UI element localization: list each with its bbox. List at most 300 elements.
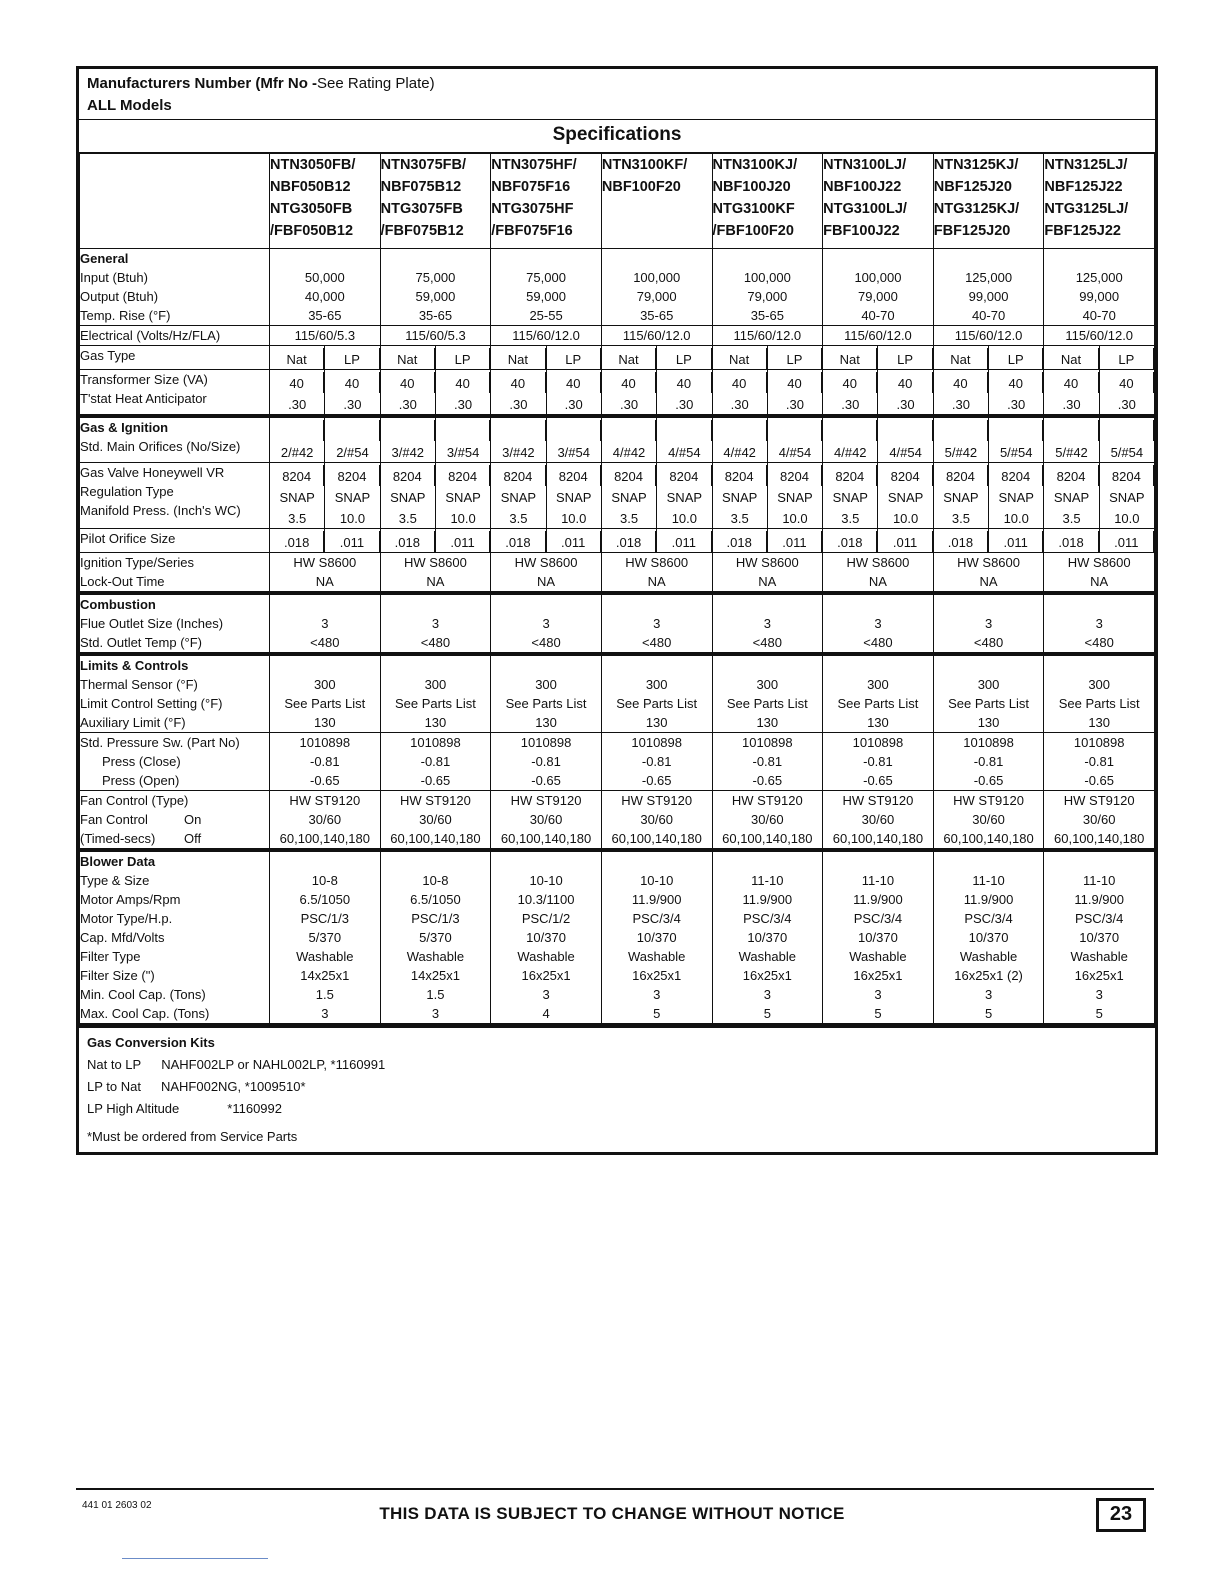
pair-cell	[270, 529, 381, 553]
value-cell	[601, 791, 712, 851]
value-cell	[823, 593, 934, 654]
value-cell	[380, 850, 491, 1024]
value-cell	[712, 553, 823, 594]
cell-value: .011	[436, 531, 490, 552]
value-cell	[712, 654, 823, 733]
cell-value: 125,000	[965, 270, 1013, 285]
cell-value: Nat	[713, 348, 767, 369]
label-text: Press (Open)	[102, 773, 180, 788]
cell-value: -0.65	[420, 773, 451, 788]
cell-value: 75,000	[415, 270, 456, 285]
value-cell	[1044, 593, 1155, 654]
cell-value: 10.0	[892, 511, 919, 526]
cell-value: .30	[1062, 397, 1081, 412]
value-cell	[823, 791, 934, 851]
cell-value: 4/#54	[668, 445, 701, 460]
nat-value	[1044, 529, 1099, 552]
change-notice: THIS DATA IS SUBJECT TO CHANGE WITHOUT NOTICE	[379, 1504, 845, 1523]
cell-value: 40	[1100, 372, 1154, 393]
cell-value: LP	[878, 348, 932, 369]
label-text: Gas Valve Honeywell VR	[80, 465, 225, 480]
cell-value: -0.65	[752, 773, 783, 788]
label-text: Std. Pressure Sw. (Part No)	[80, 735, 240, 750]
nat-value	[713, 370, 768, 414]
cell-value	[989, 420, 1043, 441]
value-cell	[380, 654, 491, 733]
value-cell	[270, 326, 381, 346]
cell-value	[602, 595, 712, 614]
cell-value: 300	[424, 677, 447, 692]
cell-value: Nat	[1044, 348, 1098, 369]
nat-lp-pair	[602, 529, 712, 552]
page-number: 23	[1096, 1498, 1146, 1532]
model-number: NBF125J22	[1044, 179, 1123, 195]
cell-value: 60,100,140,180	[722, 831, 813, 846]
cell-value: 1010898	[631, 735, 682, 750]
cell-value: 10.0	[782, 511, 808, 526]
section-gas-ignition: Gas & Ignition	[80, 420, 169, 435]
cell-value: SNAP	[777, 490, 813, 505]
general-row	[80, 249, 1155, 326]
section-combustion: Combustion	[80, 597, 156, 612]
cell-value: See Parts List	[726, 696, 808, 711]
cell-value: 3	[653, 616, 661, 631]
cell-value: HW ST9120	[1063, 793, 1135, 808]
cell-value: -0.81	[531, 754, 561, 769]
mfr-number-note: See Rating Plate)	[317, 75, 435, 92]
label-text: Min. Cool Cap. (Tons)	[80, 987, 206, 1002]
model-number: NBF100J22	[823, 179, 902, 195]
nat-value	[1044, 346, 1099, 369]
value-cell	[823, 654, 934, 733]
cell-value: .018	[934, 531, 988, 552]
nat-lp-pair	[1044, 463, 1154, 528]
cell-value: 1010898	[963, 735, 1014, 750]
value-cell	[491, 249, 602, 326]
cell-value: 99,000	[968, 289, 1009, 304]
cell-value: 10.0	[671, 511, 697, 526]
cell-value	[713, 656, 823, 675]
nat-lp-pair	[381, 370, 491, 414]
cell-value: 5/#54	[1110, 445, 1144, 460]
nat-value	[602, 346, 657, 369]
nat-lp-pair	[270, 370, 380, 414]
cell-value: Washable	[628, 949, 686, 964]
value-cell	[823, 850, 934, 1024]
nat-lp-pair	[491, 346, 601, 369]
lp-value	[989, 529, 1043, 552]
cell-value: 10-8	[422, 873, 449, 888]
cell-value: 2/#54	[336, 445, 369, 460]
cell-value: 8204	[657, 465, 711, 486]
cell-value: See Parts List	[1058, 696, 1140, 711]
cell-value: SNAP	[887, 490, 924, 505]
lp-to-nat-value: NAHF002NG, *1009510*	[160, 1079, 306, 1094]
value-cell	[933, 850, 1044, 1024]
label-text: Thermal Sensor (°F)	[80, 677, 198, 692]
value-cell	[601, 733, 712, 791]
nat-lp-pair	[713, 418, 823, 462]
pair-cell	[601, 529, 712, 553]
cell-value: 30/60	[972, 812, 1005, 827]
cell-value: <480	[310, 635, 340, 650]
cell-value: HW ST9120	[289, 793, 361, 808]
cell-value: 16x25x1	[742, 968, 792, 983]
cell-value: .30	[454, 397, 473, 412]
lp-high-altitude-value: *1160992	[227, 1101, 282, 1116]
value-cell	[823, 326, 934, 346]
cell-value: PSC/3/4	[1074, 911, 1124, 926]
link-underline	[122, 1558, 268, 1559]
cell-value: .018	[713, 531, 767, 552]
cell-value: PSC/3/4	[853, 911, 903, 926]
lp-value	[878, 463, 932, 528]
pair-cell	[1044, 370, 1155, 417]
cell-value: .011	[1100, 531, 1154, 552]
lp-value	[436, 463, 490, 528]
value-cell	[823, 249, 934, 326]
nat-lp-pair	[270, 529, 380, 552]
cell-value: HW S8600	[514, 555, 578, 570]
cell-value	[1044, 852, 1154, 871]
cell-value: 10.3/1100	[517, 892, 575, 907]
value-cell	[823, 733, 934, 791]
value-cell	[601, 249, 712, 326]
cell-value: 115/60/12.0	[512, 328, 580, 343]
cell-value: 130	[867, 715, 889, 730]
nat-value	[602, 463, 657, 528]
document-number: 441 01 2603 02	[82, 1500, 152, 1511]
value-cell	[380, 593, 491, 654]
model-number: FBF125J20	[933, 223, 1011, 239]
cell-value: SNAP	[390, 490, 426, 505]
cell-value: 60,100,140,180	[832, 831, 924, 846]
cell-value: Washable	[959, 949, 1018, 964]
cell-value: 40	[547, 372, 601, 393]
pair-cell	[1044, 463, 1155, 529]
cell-value: 11-10	[861, 873, 895, 888]
nat-value	[1044, 370, 1099, 414]
cell-value: LP	[436, 348, 490, 369]
cell-value: 35-65	[418, 308, 453, 323]
cell-value: 130	[756, 715, 779, 730]
cell-value: SNAP	[445, 490, 481, 505]
lp-value	[657, 370, 711, 414]
model-cell	[380, 154, 491, 249]
label-text: Motor Type/H.p.	[80, 911, 173, 926]
cell-value	[1044, 595, 1154, 614]
section-general: General	[80, 251, 129, 266]
cell-value: -0.65	[973, 773, 1004, 788]
cell-value	[934, 852, 1044, 871]
pair-cell	[823, 370, 934, 417]
cell-value: 10/370	[747, 930, 788, 945]
cell-value: 300	[977, 677, 1000, 692]
nat-lp-pair	[713, 346, 823, 369]
cell-value	[547, 420, 601, 441]
nat-value	[1044, 418, 1099, 462]
cell-value	[934, 595, 1044, 614]
cell-value: Washable	[849, 949, 907, 964]
cell-value: 30/60	[861, 812, 895, 827]
cell-value: 10.0	[1114, 511, 1140, 526]
lp-value	[547, 370, 601, 414]
nat-value	[823, 529, 878, 552]
nat-lp-pair	[934, 418, 1044, 462]
cell-value	[1044, 656, 1154, 675]
cell-value: 3/#54	[557, 445, 590, 460]
row-label	[80, 529, 270, 553]
cell-value: -0.81	[1084, 754, 1114, 769]
service-parts-note: *Must be ordered from Service Parts	[87, 1129, 298, 1144]
cell-value: .30	[288, 397, 307, 412]
nat-lp-pair	[381, 418, 491, 462]
cell-value: 5/#54	[999, 445, 1033, 460]
cell-value: 10/370	[636, 930, 677, 945]
value-cell	[933, 249, 1044, 326]
cell-value: .30	[564, 397, 583, 412]
cell-value: -0.81	[863, 754, 893, 769]
cell-value: 1.5	[315, 987, 334, 1002]
model-number: NTG3075HF	[491, 201, 574, 217]
lp-value	[325, 346, 379, 369]
cell-value: 3.5	[951, 511, 970, 526]
cell-value: SNAP	[334, 490, 371, 505]
value-cell	[270, 249, 381, 326]
label-text: Gas Type	[80, 348, 136, 363]
pair-cell	[491, 416, 602, 463]
lp-value	[657, 346, 711, 369]
cell-value: 5	[653, 1006, 661, 1021]
cell-value: 130	[645, 715, 668, 730]
nat-value	[491, 418, 546, 462]
lp-value	[878, 529, 932, 552]
cell-value: 5/370	[308, 930, 342, 945]
cell-value: 16x25x1	[1074, 968, 1124, 983]
cell-value: 3	[874, 616, 882, 631]
model-row	[80, 154, 1155, 249]
row-label	[80, 553, 270, 594]
cell-value: 11-10	[1083, 873, 1116, 888]
nat-to-lp-value: NAHF002LP or NAHL002LP, *1160991	[161, 1057, 386, 1072]
cell-value: .011	[547, 531, 601, 552]
cell-value: .30	[841, 397, 860, 412]
nat-value	[713, 346, 768, 369]
cell-value: 79,000	[747, 289, 788, 304]
cell-value: 40-70	[1082, 308, 1116, 323]
cell-value: <480	[863, 635, 893, 650]
value-cell	[712, 326, 823, 346]
value-cell	[1044, 791, 1155, 851]
lp-value	[1100, 529, 1154, 552]
cell-value: 6.5/1050	[299, 892, 351, 907]
label-text: Electrical (Volts/Hz/FLA)	[80, 328, 221, 343]
nat-value	[491, 529, 546, 552]
pair-cell	[270, 463, 381, 529]
lp-value	[768, 529, 822, 552]
cell-value	[381, 595, 491, 614]
model-number: NTN3050FB/	[270, 157, 356, 173]
pair-cell	[601, 463, 712, 529]
mfr-number-label: Manufacturers Number (Mfr No -	[87, 75, 318, 92]
nat-value	[602, 370, 657, 414]
cell-value: NA	[868, 574, 887, 589]
nat-value	[823, 418, 878, 462]
pair-cell	[380, 370, 491, 417]
cell-value: HW ST9120	[400, 793, 471, 808]
cell-value: 40	[381, 372, 435, 393]
value-cell	[1044, 654, 1155, 733]
cell-value: 10-10	[529, 873, 563, 888]
cell-value: NA	[647, 574, 666, 589]
pair-cell	[1044, 529, 1155, 553]
cell-value	[602, 852, 712, 871]
cell-value	[381, 852, 491, 871]
cell-value: -0.65	[309, 773, 340, 788]
pair-cell	[270, 346, 381, 370]
cell-value: -0.81	[752, 754, 783, 769]
cell-value: NA	[1090, 574, 1109, 589]
row-label	[80, 791, 270, 851]
lp-value	[436, 418, 490, 462]
cell-value: HW ST9120	[953, 793, 1024, 808]
pair-cell	[601, 370, 712, 417]
cell-value	[713, 249, 823, 268]
nat-lp-pair	[1044, 529, 1154, 552]
model-number: NTN3075HF/	[491, 157, 577, 173]
lp-value	[1100, 463, 1154, 528]
pair-cell	[1044, 416, 1155, 463]
nat-lp-pair	[823, 370, 933, 414]
pair-cell	[933, 529, 1044, 553]
cell-value: 100,000	[854, 270, 902, 285]
cell-value: 30/60	[308, 812, 342, 827]
cell-value: 2/#42	[280, 445, 314, 460]
cell-value: 40	[878, 372, 932, 393]
cell-value	[270, 420, 324, 441]
cell-value: 4/#54	[889, 445, 922, 460]
model-cell	[601, 154, 712, 249]
cell-value: 10/370	[858, 930, 898, 945]
cell-value: .018	[491, 531, 545, 552]
gas-conversion-kits	[79, 1024, 1155, 1152]
model-number: NTG3125KJ/	[933, 201, 1020, 217]
nat-lp-pair	[270, 463, 380, 528]
cell-value: .30	[509, 397, 528, 412]
value-cell	[1044, 850, 1155, 1024]
value-cell	[823, 553, 934, 594]
nat-to-lp-label: Nat to LP	[87, 1057, 142, 1072]
cell-value: <480	[642, 635, 672, 650]
cell-value: 14x25x1	[300, 968, 350, 983]
section-limits: Limits & Controls	[80, 658, 189, 673]
model-number: NTG3100KF	[712, 201, 795, 217]
cell-value: .011	[989, 531, 1043, 552]
pair-cell	[491, 529, 602, 553]
pilot-row	[80, 529, 1155, 553]
nat-lp-pair	[823, 529, 933, 552]
cell-value: HW ST9120	[731, 793, 803, 808]
cell-value: 115/60/12.0	[844, 328, 912, 343]
cell-value: 115/60/5.3	[294, 328, 356, 343]
table-header	[79, 69, 1155, 120]
cell-value: Nat	[602, 348, 656, 369]
label-text: Filter Type	[80, 949, 141, 964]
nat-lp-pair	[934, 463, 1044, 528]
cell-value: Nat	[823, 348, 877, 369]
cell-value: 10-8	[311, 873, 338, 888]
cell-value: 3	[763, 987, 771, 1002]
lp-value	[878, 418, 932, 462]
lp-value	[436, 529, 490, 552]
cell-value: See Parts List	[948, 696, 1030, 711]
cell-value: Washable	[1070, 949, 1128, 964]
cell-value	[270, 656, 380, 675]
cell-value: SNAP	[943, 490, 979, 505]
pair-cell	[601, 416, 712, 463]
cell-value: .30	[398, 397, 417, 412]
cell-value: HW S8600	[735, 555, 799, 570]
value-cell	[601, 850, 712, 1024]
nat-lp-pair	[713, 370, 823, 414]
cell-value	[602, 249, 712, 268]
nat-lp-pair	[602, 346, 712, 369]
pair-cell	[491, 346, 602, 370]
model-number: NBF125J20	[933, 179, 1012, 195]
cell-value	[713, 420, 767, 441]
cell-value: 3.5	[1062, 511, 1081, 526]
lp-value	[768, 346, 822, 369]
cell-value: 16x25x1	[632, 968, 682, 983]
value-cell	[933, 654, 1044, 733]
cell-value: 100,000	[743, 270, 791, 285]
nat-lp-pair	[823, 463, 933, 528]
label-text: Lock-Out Time	[80, 574, 165, 589]
value-cell	[933, 791, 1044, 851]
cell-value	[878, 420, 932, 441]
row-label	[80, 463, 270, 529]
cell-value: Nat	[270, 348, 324, 369]
nat-value	[491, 346, 546, 369]
cell-value: 75,000	[526, 270, 566, 285]
cell-value: 1010898	[852, 735, 904, 750]
cell-value: NA	[979, 574, 998, 589]
cell-value: SNAP	[279, 490, 315, 505]
cell-value: 3/#54	[446, 445, 480, 460]
label-text: Flue Outlet Size (Inches)	[80, 616, 224, 631]
cell-value: 40	[657, 372, 711, 393]
cell-value: 60,100,140,180	[279, 831, 370, 846]
nat-value	[713, 463, 768, 528]
value-cell	[491, 593, 602, 654]
pair-cell	[823, 346, 934, 370]
cell-value	[381, 656, 491, 675]
cell-value: Nat	[934, 348, 988, 369]
cell-value: 5/#42	[1055, 445, 1088, 460]
cell-value: .018	[602, 531, 656, 552]
cell-value: 30/60	[529, 812, 563, 827]
cell-value: 300	[756, 677, 779, 692]
nat-value	[713, 418, 768, 462]
cell-value	[934, 656, 1044, 675]
pair-cell	[712, 370, 823, 417]
cell-value: LP	[547, 348, 601, 369]
nat-value	[823, 463, 878, 528]
cell-value: LP	[657, 348, 711, 369]
cell-value: 4	[542, 1006, 550, 1021]
cell-value: -0.81	[309, 754, 340, 769]
model-number: /FBF075F16	[491, 223, 573, 239]
